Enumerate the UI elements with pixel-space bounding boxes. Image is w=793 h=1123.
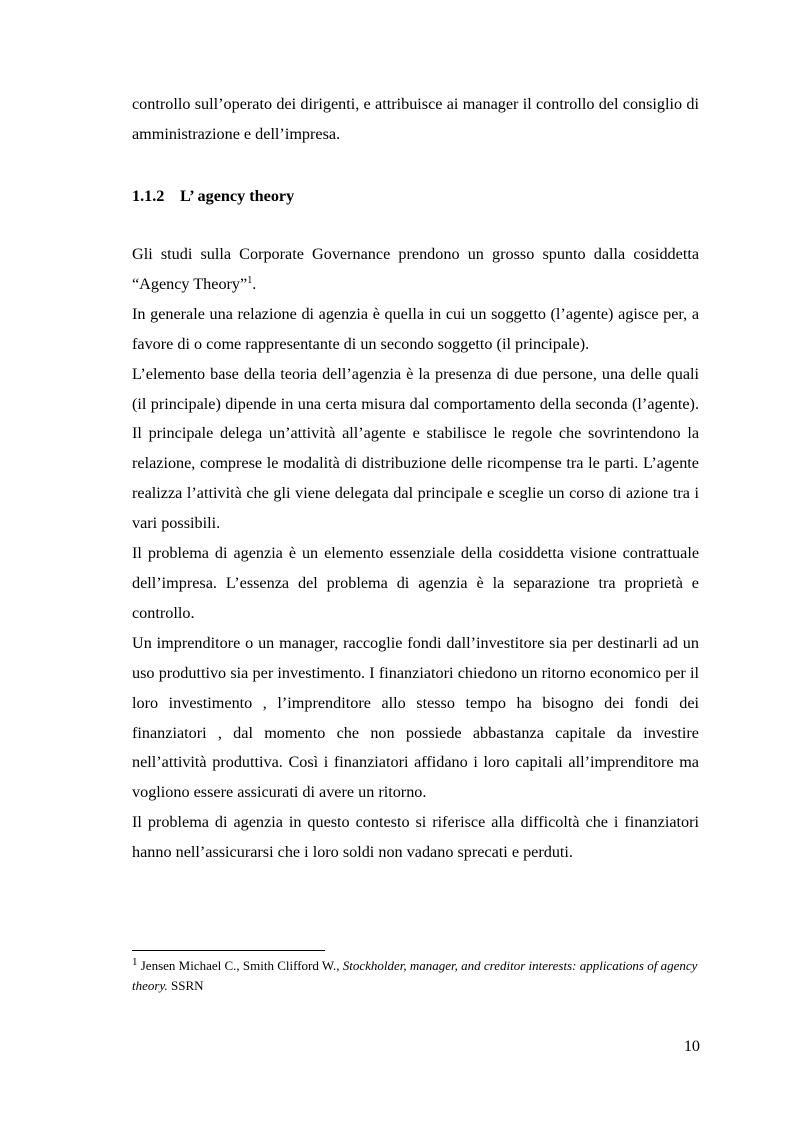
page-number: 10 bbox=[683, 1037, 700, 1055]
intro-paragraph bbox=[132, 90, 699, 150]
section-body bbox=[132, 240, 699, 868]
footnote-title: Stockholder, manager, and creditor interests: applications of agency theory. bbox=[132, 958, 698, 993]
intro-text: controllo sull’operato dei dirigenti, e attribuisce ai manager il controllo del consiglio di amministrazione e dell’impresa. bbox=[132, 95, 699, 143]
paragraph-1-suffix: . bbox=[252, 274, 257, 293]
paragraph-1 bbox=[132, 240, 699, 300]
paragraph-4: Il problema di agenzia è un elemento essenziale della cosiddetta visione contrattuale dell’impresa. L’essenza del problema di agenzia è la separazione tra proprietà e controllo. bbox=[132, 544, 699, 622]
paragraph-5: Un imprenditore o un manager, raccoglie fondi dall’investitore sia per destinarli ad un uso produttivo sia per investimento. I finanziatori chiedono un ritorno economico per il loro investimento , l’imprenditore allo stesso tempo ha bisogno dei fondi dei finanziatori , dal momento che non possiede abbastanza capitale da investire nell’attività produttiva. Così i finanziatori affidano i loro capitali all’imprenditore ma vogliono essere assicurati di avere un ritorno. bbox=[132, 633, 699, 802]
paragraph-2: In generale una relazione di agenzia è quella in cui un soggetto (l’agente) agisce per, a favore di o come rappresentante di un secondo soggetto (il principale). bbox=[132, 304, 699, 353]
paragraph-6: Il problema di agenzia in questo contesto si riferisce alla difficoltà che i finanziatori hanno nell’assicurarsi che i loro soldi non vadano sprecati e perduti. bbox=[132, 813, 699, 862]
footnote-source: SSRN bbox=[171, 978, 204, 993]
footnote-reference[interactable]: 1 bbox=[247, 274, 253, 286]
footnote-authors: Jensen Michael C., Smith Clifford W., bbox=[140, 958, 340, 973]
footnote-marker: 1 bbox=[132, 956, 138, 968]
section-title: L’ agency theory bbox=[180, 187, 295, 205]
section-heading bbox=[132, 182, 294, 210]
footnote-separator bbox=[132, 950, 325, 951]
section-number: 1.1.2 bbox=[132, 187, 165, 205]
footnote bbox=[132, 956, 699, 996]
paragraph-1-text: Gli studi sulla Corporate Governance prendono un grosso spunto dalla cosiddetta “Agency Theory” bbox=[132, 245, 699, 293]
paragraph-3: L’elemento base della teoria dell’agenzia è la presenza di due persone, una delle quali (il principale) dipende in una certa misura dal comportamento della seconda (l’agente). Il principale delega un’attività all’agente e stabilisce le regole che sovrintendono la relazione, comprese le modalità di distribuzione delle ricompense tra le parti. L’agente realizza l’attività che gli viene delegata dal principale e sceglie un corso di azione tra i vari possibili. bbox=[132, 364, 699, 533]
